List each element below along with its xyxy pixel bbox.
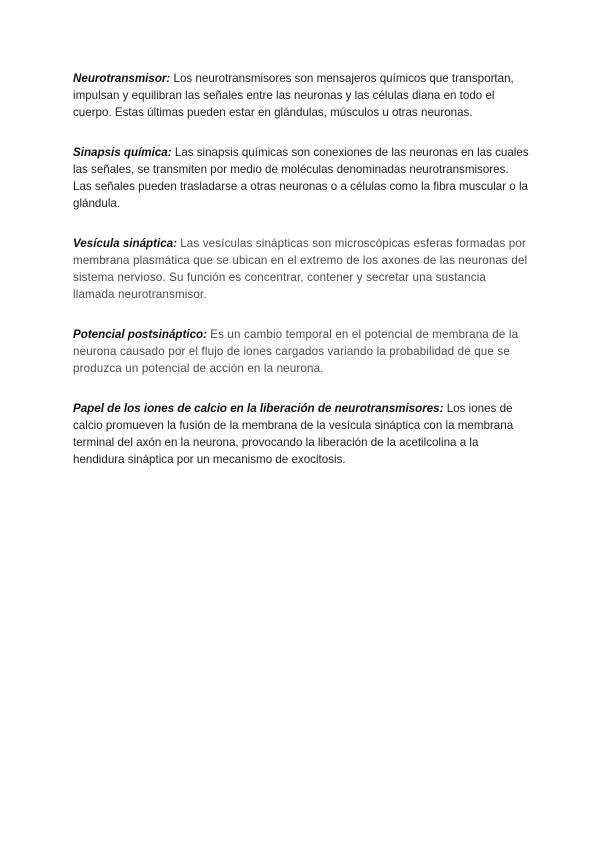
entry-definition: Las vesículas sinápticas son microscópicas esferas formadas por membrana plasmática que se ubican en el extremo de los axones de las neuronas del sistema nervioso. Su función es concentrar, contener y secretar una sustancia llamada neurotransmisor. — [73, 237, 528, 301]
entry-definition: Es un cambio temporal en el potencial de membrana de la neurona causado por el flujo de iones cargados variando la probabilidad de que se produzca un potencial de acción en la neurona. — [73, 328, 519, 375]
entry-term: Neurotransmisor: — [73, 72, 171, 85]
entry-definition: Los iones de calcio promueven la fusión de la membrana de la vesícula sináptica con la membrana terminal del axón en la neurona, provocando la liberación de la acetilcolina a la hendidura sináptica por un mecanismo de exocitosis. — [73, 402, 514, 466]
entry-term: Sinapsis química: — [73, 146, 172, 159]
entry-neurotransmisor — [73, 70, 529, 121]
entry-definition: Las sinapsis químicas son conexiones de las neuronas en las cuales las señales, se transmiten por medio de moléculas denominadas neurotransmisores. Las señales pueden trasladarse a otras neuronas o a células como la fibra muscular o la glándula. — [73, 146, 529, 210]
entry-term: Potencial postsináptico: — [73, 328, 207, 341]
entry-term: Vesícula sináptica: — [73, 237, 177, 250]
entry-vesicula-sinaptica — [73, 235, 529, 303]
entry-iones-de-calcio — [73, 400, 529, 468]
entry-term: Papel de los iones de calcio en la liberación de neurotransmisores: — [73, 402, 444, 415]
entry-sinapsis-quimica — [73, 144, 529, 212]
entry-potencial-postsinaptico — [73, 326, 529, 377]
entry-definition: Los neurotransmisores son mensajeros químicos que transportan, impulsan y equilibran las señales entre las neuronas y las células diana en todo el cuerpo. Estas últimas pueden estar en glándulas, músculos u otras neuronas. — [73, 72, 514, 119]
glossary-body — [73, 70, 529, 491]
